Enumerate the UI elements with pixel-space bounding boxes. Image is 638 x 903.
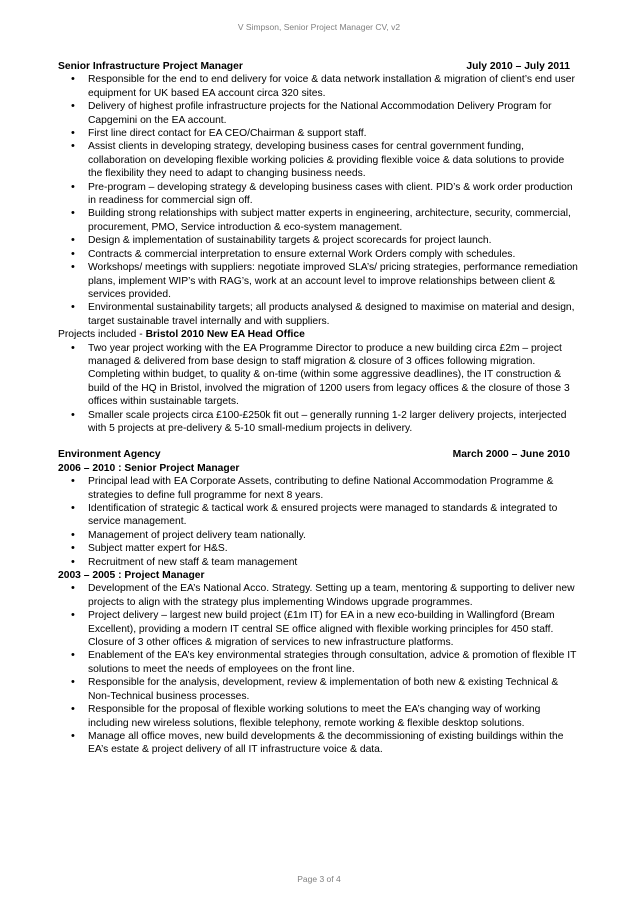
employer-dates: March 2000 – June 2010: [452, 449, 570, 461]
list-item: • Manage all office moves, new build developments & the decommissioning of existing buildings within the EA’s estate & project delivery of all IT infrastructure voice & data.: [58, 730, 578, 757]
employer-name: Environment Agency: [58, 449, 161, 461]
list-item: • Two year project working with the EA Programme Director to produce a new building circa £2m – project managed & delivered from base design to staff migration & closure of 3 offices following migration. Completing within budget, to quality & on-time (within some aggressive deadlines), the IT construction & build of the HQ in Bristol, involved the migration of 1200 users from legacy offices & the closure of those 3 offices within sustainable targets.: [58, 342, 578, 409]
list-item: • Building strong relationships with subject matter experts in engineering, architecture, security, commercial, procurement, PMO, Service introduction & eco-system management.: [58, 207, 578, 234]
list-item: • Workshops/ meetings with suppliers: negotiate improved SLA’s/ pricing strategies, performance remediation plans, implement WIP’s with RAG’s, work at an account level to improve relationships between client & services provided.: [58, 261, 578, 301]
list-item: • Smaller scale projects circa £100-£250k fit out – generally running 1-2 larger delivery projects, interjected with 5 projects at pre-delivery & 5-10 small-medium projects in delivery.: [58, 409, 578, 436]
cv-content: [58, 60, 578, 757]
list-item: • Subject matter expert for H&S.: [58, 542, 578, 555]
list-item: • Enablement of the EA’s key environmental strategies through consultation, advice & promotion of flexible IT solutions to meet the needs of employees on the front line.: [58, 649, 578, 676]
page-footer: Page 3 of 4: [297, 874, 341, 884]
list-item: • Responsible for the proposal of flexible working solutions to meet the EA’s changing way of working including new wireless solutions, flexible telephony, remote working & flexible desktop solutions.: [58, 703, 578, 730]
page-header: V Simpson, Senior Project Manager CV, v2: [237, 22, 401, 32]
list-item: • Environmental sustainability targets; all products analysed & designed to maximise on material and design, target sustainable travel internally and with suppliers.: [58, 301, 578, 328]
list-item: • Principal lead with EA Corporate Assets, contributing to define National Accommodation Programme & strategies to define full programme for next 8 years.: [58, 475, 578, 502]
projects-included: [58, 328, 578, 341]
projects-title: Bristol 2010 New EA Head Office: [145, 329, 305, 341]
sub-role-bullet-list: [58, 475, 578, 569]
project-bullet-list: [58, 342, 578, 436]
list-item: • Identification of strategic & tactical work & ensured projects were managed to standards & integrated to service management.: [58, 502, 578, 529]
sub-role-bullet-list: [58, 582, 578, 756]
list-item: • Design & implementation of sustainability targets & project scorecards for project launch.: [58, 234, 578, 247]
list-item: • Responsible for the analysis, development, review & implementation of both new & existing Technical & Non-Technical business processes.: [58, 676, 578, 703]
list-item: • First line direct contact for EA CEO/Chairman & support staff.: [58, 127, 578, 140]
role-heading: [58, 60, 578, 73]
list-item: • Project delivery – largest new build project (£1m IT) for EA in a new eco-building in Wallingford (Bream Excellent), providing a modern IT central SE office aligned with flexible working principles for 450 staff. Closure of 3 other offices & migration of services to new infrastructure platforms.: [58, 609, 578, 649]
projects-prefix: Projects included -: [58, 329, 146, 341]
list-item: • Contracts & commercial interpretation to ensure external Work Orders comply with schedules.: [58, 248, 578, 261]
list-item: • Responsible for the end to end delivery for voice & data network installation & migration of client’s end user equipment for UK based EA account circa 320 sites.: [58, 73, 578, 100]
list-item: • Development of the EA’s National Acco. Strategy. Setting up a team, mentoring & supporting to deliver new projects to align with the strategy plus implementing Windows upgrade programmes.: [58, 582, 578, 609]
role-dates: July 2010 – July 2011: [466, 61, 570, 72]
employer-heading: [58, 448, 578, 461]
list-item: • Assist clients in developing strategy, developing business cases for central government funding, collaboration on developing flexible working policies & providing flexible voice & data solutions to provide the flexibility they need to adapt to changing business needs.: [58, 140, 578, 180]
list-item: • Pre-program – developing strategy & developing business cases with client. PID’s & work order production in readiness for commercial sign off.: [58, 181, 578, 208]
role-title: Senior Infrastructure Project Manager: [58, 61, 243, 72]
sub-role-title: 2006 – 2010 : Senior Project Manager: [58, 462, 240, 474]
role-bullet-list: [58, 73, 578, 328]
sub-role-title: 2003 – 2005 : Project Manager: [58, 570, 205, 582]
list-item: • Recruitment of new staff & team management: [58, 556, 578, 569]
list-item: • Delivery of highest profile infrastructure projects for the National Accommodation Delivery Program for Capgemini on the EA account.: [58, 100, 578, 127]
list-item: • Management of project delivery team nationally.: [58, 529, 578, 542]
